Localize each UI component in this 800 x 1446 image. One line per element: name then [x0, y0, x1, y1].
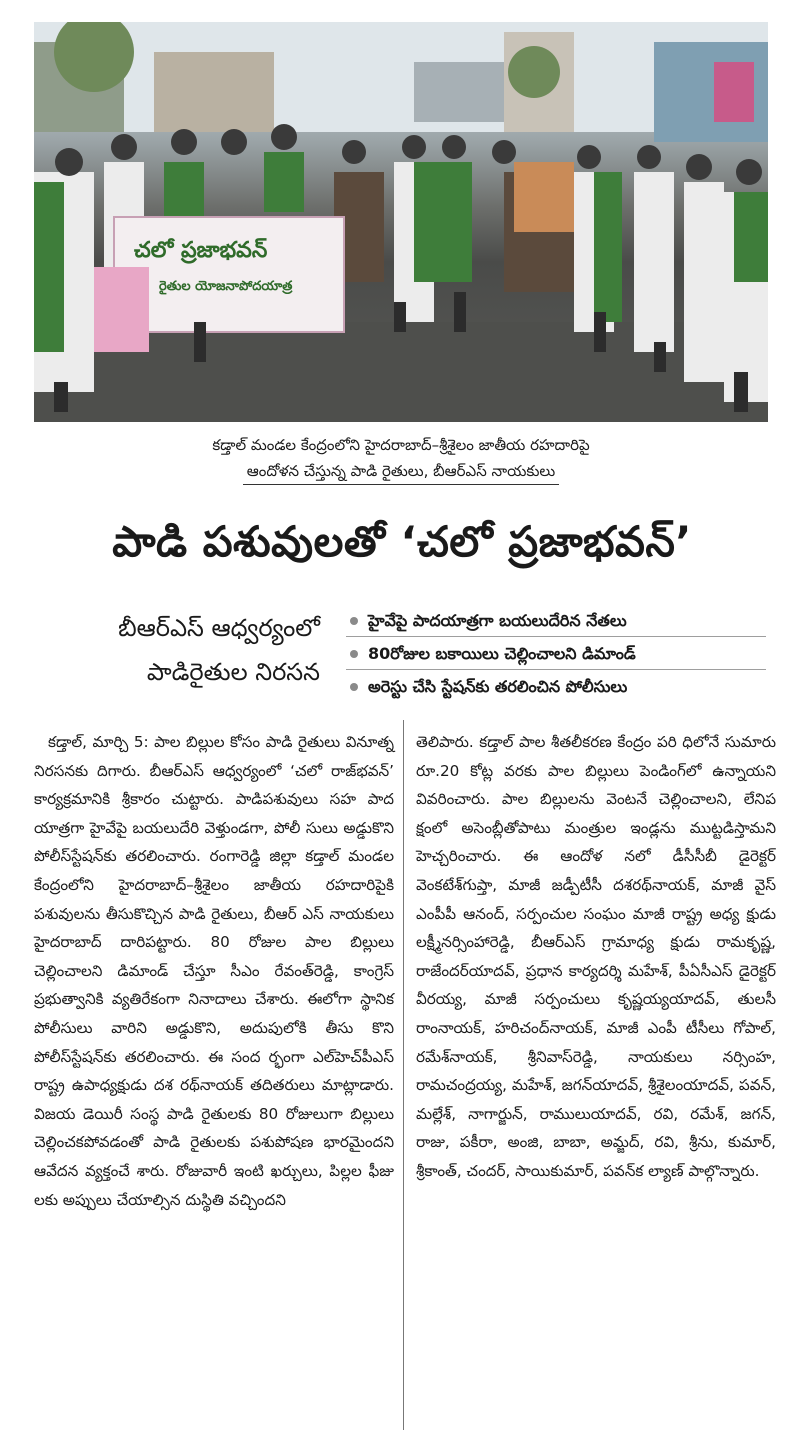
subhead-line-1: బీఆర్ఎస్ ఆధ్వర్యంలో: [118, 614, 320, 642]
protest-photo-illustration: [34, 22, 768, 422]
highlight-item: హైవేపై పాదయాత్రగా బయలుదేరిన నేతలు: [346, 606, 766, 637]
caption-line-1: కడ్తాల్ మండల కేంద్రంలోని హైదరాబాద్–శ్రీశైలం జాతీయ రహదారిపై: [212, 436, 590, 454]
highlight-item: 80రోజుల బకాయిలు చెల్లించాలని డిమాండ్: [346, 639, 766, 670]
article-column-left: [34, 728, 394, 1214]
banner-text-1: చలో ప్రజాభవన్: [134, 238, 268, 263]
headline: పాడి పశువులతో ‘చలో ప్రజాభవన్’: [112, 517, 692, 566]
subheadline: [40, 606, 320, 694]
caption-line-2: ఆందోళన చేస్తున్న పాడి రైతులు, బీఆర్ఎస్ నాయకులు: [243, 458, 559, 485]
highlights-list: [346, 606, 766, 704]
article-column-right: [416, 728, 776, 1186]
news-photo: [34, 22, 768, 422]
column-divider: [403, 720, 404, 1430]
banner-text-2: రైతుల యోజనాపోదయాత్ర: [159, 279, 293, 294]
highlight-item: అరెస్టు చేసి స్టేషన్‌కు తరలించిన పోలీసులు: [346, 672, 766, 702]
subhead-line-2: పాడిరైతుల నిరసన: [146, 658, 320, 686]
photo-caption: [34, 432, 768, 485]
article-text-left: కడ్తాల్, మార్చి 5: పాల బిల్లుల కోసం పాడి రైతులు వినూత్న నిరసనకు దిగారు. బీఆర్ఎస్ ఆధ్వర్యంలో ‘చలో రాజ్‌భవన్’ కార్యక్రమానికి శ్రీకారం చుట్టారు. పాడిపశువులు సహ పాద యాత్రగా హైవేపై బయలుదేరి వెళ్తుండగా, పోలీ సులు అడ్డుకొని పోలీస్‌స్టేషన్‌కు తరలించారు. రంగారెడ్డి జిల్లా కడ్తాల్ మండల కేంద్రంలోని హైదరాబాద్–శ్రీశైలం జాతీయ రహదారిపైకి పశువులను తీసుకొచ్చిన పాడి రైతులు, బీఆర్ ఎస్ నాయకులు హైదరాబాద్ దారిపట్టారు. 80 రోజుల పాల బిల్లులు చెల్లించాలని డిమాండ్ చేస్తూ సీఎం రేవంత్‌రెడ్డి, కాంగ్రెస్ ప్రభుత్వానికి వ్యతిరేకంగా నినాదాలు చేశారు. ఈలోగా స్థానిక పోలీసులు వారిని అడ్డుకొని, అదుపులోకి తీసు కొని పోలీస్‌స్టేషన్‌కు తరలించారు. ఈ సంద ర్భంగా ఎల్‌హెచ్‌పీఎస్ రాష్ట్ర ఉపాధ్యక్షుడు దశ రథ్‌నాయక్ తదితరులు మాట్లాడారు. విజయ డెయిరీ సంస్థ పాడి రైతులకు 80 రోజులుగా బిల్లులు చెల్లించకపోవడంతో పాడి రైతులకు పశుపోషణ భారమైందని ఆవేదన వ్యక్తంచే శారు. రోజువారీ ఇంటి ఖర్చులు, పిల్లల ఫీజు లకు అప్పులు చేయాల్సిన దుస్థితి వచ్చిందని: [34, 733, 394, 1209]
article-text-right: తెలిపారు. కడ్తాల్ పాల శీతలీకరణ కేంద్రం పరి ధిలోనే సుమారు రూ.20 కోట్ల వరకు పాల బిల్లులు పెండింగ్‌లో ఉన్నాయని వివరించారు. పాల బిల్లులను వెంటనే చెల్లించాలని, లేనిప క్షంలో అసెంబ్లీతోపాటు మంత్రుల ఇండ్లను ముట్టడిస్తామని హెచ్చరించారు. ఈ ఆందోళ నలో డీసీసీబీ డైరెక్టర్ వెంకటేశ్‌గుప్తా, మాజీ జడ్పీటీసీ దశరథ్‌నాయక్, మాజీ వైస్ ఎంపీపీ ఆనంద్, సర్పంచుల సంఘం మాజీ రాష్ట్ర అధ్య క్షుడు లక్ష్మీనర్సింహారెడ్డి, బీఆర్ఎస్ గ్రామాధ్య క్షుడు రామకృష్ణ, రాజేందర్‌యాదవ్, ప్రధాన కార్యదర్శి మహేశ్, పీఏసీఎస్ డైరెక్టర్ వీరయ్య, మాజీ సర్పంచులు కృష్ణయ్యయాదవ్, తులసీ రాంనాయక్, హరిచంద్‌నాయక్, మాజీ ఎంపీ టీసీలు గోపాల్, రమేశ్‌నాయక్, శ్రీనివాస్‌రెడ్డి, నాయకులు నర్సింహ, రామచంద్రయ్య, మహేశ్, జగన్‌యాదవ్, శ్రీశైలంయాదవ్, పవన్, మల్లేశ్, నాగార్జున్, రాములుయాదవ్, రవి, రమేశ్, జగన్, రాజు, పకీరా, అంజి, బాబా, అమ్జద్, రవి, శ్రీను, కుమార్, శ్రీకాంత్, చందర్, సాయికుమార్, పవన్‌క ల్యాణ్ పాల్గొన్నారు.: [416, 733, 776, 1180]
